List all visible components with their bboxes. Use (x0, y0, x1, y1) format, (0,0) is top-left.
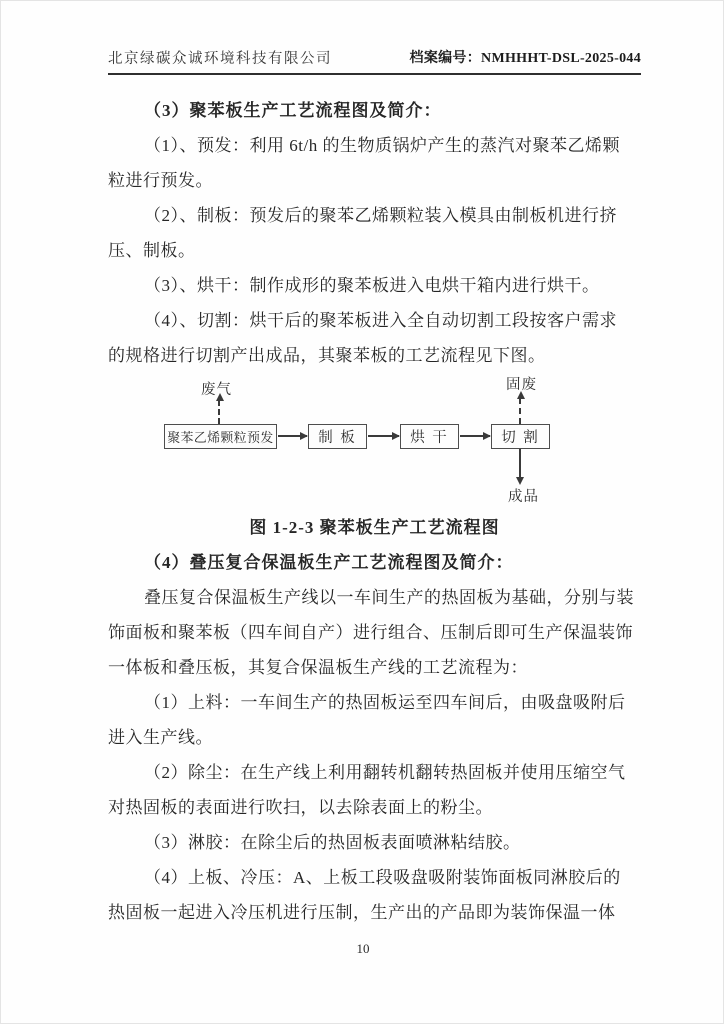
archive-number (410, 47, 641, 67)
waste-gas-dashed-arrow (218, 400, 220, 424)
company-name: 北京绿碳众诚环境科技有限公司 (108, 51, 332, 67)
paragraph (108, 303, 641, 373)
product-label: 成品 (508, 489, 539, 505)
text-line: （4）上板、冷压：A、上板工段吸盘吸附装饰面板同淋胶后的 (144, 868, 621, 887)
paragraph (108, 860, 641, 930)
text-line: （2）、制板：预发后的聚苯乙烯颗粒装入模具由制板机进行挤 (144, 206, 617, 225)
text-line: 一体板和叠压板，其复合保温板生产线的工艺流程为： (108, 658, 528, 677)
flow-arrow-3 (460, 435, 490, 437)
text-line: （3）、烘干：制作成形的聚苯板进入电烘干箱内进行烘干。 (144, 276, 600, 295)
paragraph (108, 128, 641, 198)
product-arrow (519, 449, 521, 478)
body-column (108, 93, 641, 930)
text-line: （4）、切割：烘干后的聚苯板进入全自动切割工段按客户需求 (144, 311, 617, 330)
text-line: 叠压复合保温板生产线以一车间生产的热固板为基础，分别与装 (144, 588, 634, 607)
page-header (108, 47, 641, 75)
text-line: （1）上料：一车间生产的热固板运至四车间后，由吸盘吸附后 (144, 693, 626, 712)
text-line: （1）、预发：利用 6t/h 的生物质锅炉产生的蒸汽对聚苯乙烯颗 (144, 136, 620, 155)
flow-arrow-1 (278, 435, 307, 437)
text-line: （4）叠压复合保温板生产工艺流程图及简介： (144, 553, 514, 572)
paragraph (108, 825, 641, 860)
process-box-drying: 烘 干 (400, 424, 459, 449)
solid-waste-label: 固废 (506, 377, 537, 393)
text-line: 粒进行预发。 (108, 171, 213, 190)
figure-caption: 图 1-2-3 聚苯板生产工艺流程图 (249, 518, 500, 537)
page-number: 10 (356, 941, 370, 956)
paragraph (108, 755, 641, 825)
text-line: 压、制板。 (108, 241, 196, 260)
flow-arrow-2 (368, 435, 399, 437)
text-line: 的规格进行切割产出成品，其聚苯板的工艺流程见下图。 (108, 346, 546, 365)
text-line: （3）聚苯板生产工艺流程图及简介： (144, 101, 442, 120)
solid-waste-dashed-arrow (519, 398, 521, 424)
section-heading (108, 545, 641, 580)
text-line: 对热固板的表面进行吹扫，以去除表面上的粉尘。 (108, 798, 493, 817)
process-box-board-making: 制 板 (308, 424, 367, 449)
paragraph (108, 685, 641, 755)
section-heading (108, 93, 641, 128)
waste-gas-label: 废气 (201, 382, 232, 398)
process-box-cutting: 切 割 (491, 424, 550, 449)
text-section-top (108, 93, 641, 373)
text-line: 饰面板和聚苯板（四车间自产）进行组合、压制后即可生产保温装饰 (108, 623, 633, 642)
paragraph (108, 198, 641, 268)
paragraph (108, 580, 641, 685)
process-box-prefoaming: 聚苯乙烯颗粒预发 (164, 424, 277, 449)
paragraph (108, 268, 641, 303)
archive-label: 档案编号： (409, 51, 482, 66)
text-line: 进入生产线。 (108, 728, 213, 747)
text-section-bottom (108, 545, 641, 930)
text-line: 热固板一起进入冷压机进行压制，生产出的产品即为装饰保温一体 (108, 903, 616, 922)
archive-value: NMHHHT-DSL-2025-044 (481, 51, 641, 66)
text-line: （3）淋胶：在除尘后的热固板表面喷淋粘结胶。 (144, 833, 521, 852)
process-flow-diagram (108, 373, 641, 510)
text-line: （2）除尘：在生产线上利用翻转机翻转热固板并使用压缩空气 (144, 763, 626, 782)
